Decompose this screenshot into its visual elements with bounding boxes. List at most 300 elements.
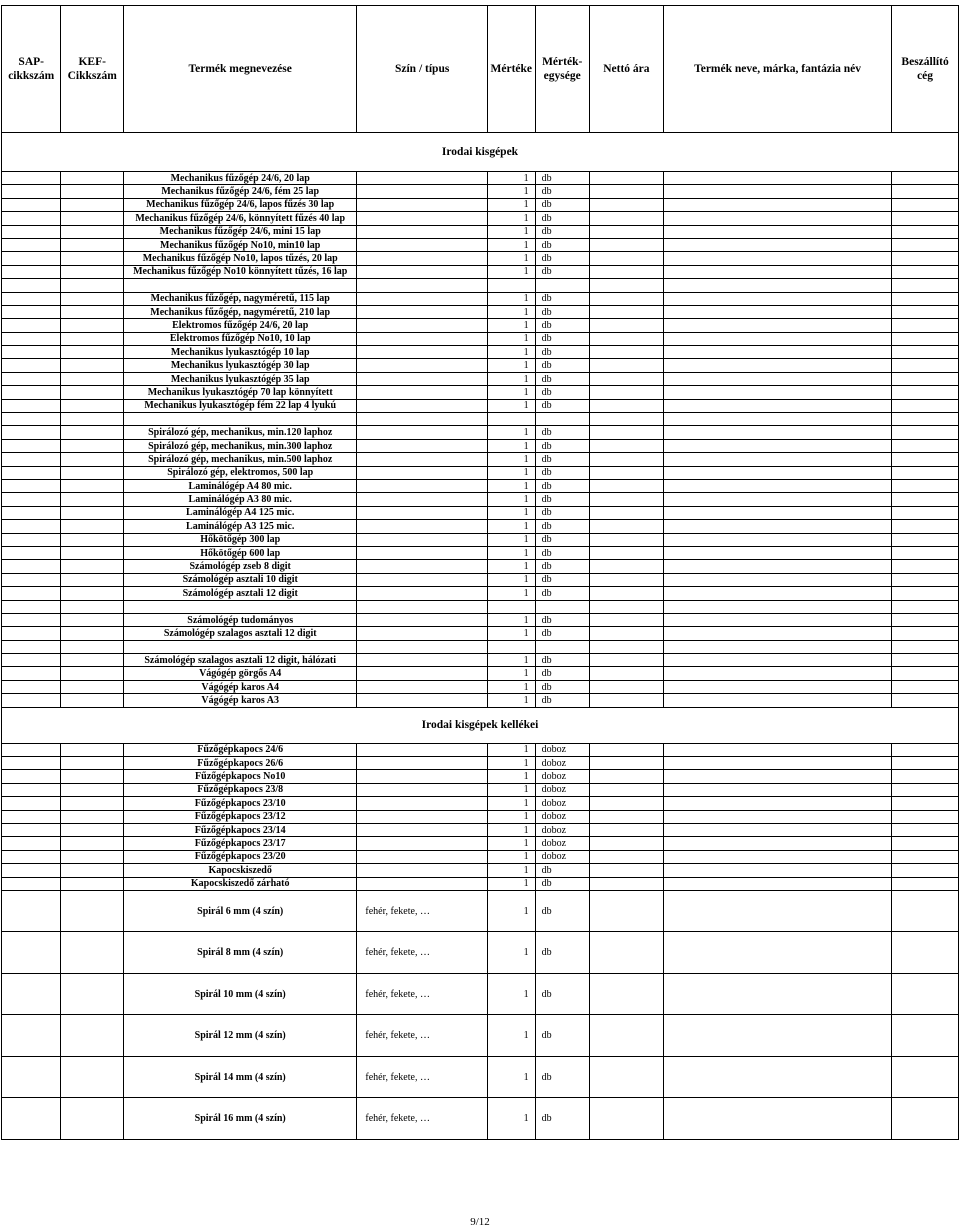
supplier-cell [892,797,959,810]
supplier-cell [892,265,959,278]
table-row [2,413,959,426]
product-name-cell: Fűzőgépkapocs 23/10 [124,797,357,810]
product-name-cell: Spirál 6 mm (4 szín) [124,890,357,932]
product-name-cell: Mechanikus lyukasztógép 35 lap [124,372,357,385]
sap-cell [2,265,61,278]
color-type-cell [357,198,488,211]
sap-cell [2,372,61,385]
table-row [2,185,959,198]
supplier-cell [892,560,959,573]
sap-cell [2,1098,61,1140]
sap-cell [2,757,61,770]
quantity-cell [487,279,535,292]
brand-name-cell [664,466,892,479]
table-row [2,890,959,932]
kef-cell [61,426,124,439]
table-row [2,225,959,238]
kef-cell [61,1015,124,1057]
brand-name-cell [664,506,892,519]
color-type-cell [357,533,488,546]
supplier-cell [892,1015,959,1057]
table-row [2,372,959,385]
table-row [2,1056,959,1098]
quantity-cell: 1 [487,185,535,198]
sap-cell [2,810,61,823]
net-price-cell [589,493,663,506]
supplier-cell [892,413,959,426]
kef-cell [61,225,124,238]
sap-cell [2,279,61,292]
supplier-cell [892,479,959,492]
sap-cell [2,212,61,225]
supplier-cell [892,252,959,265]
quantity-cell: 1 [487,439,535,452]
sap-cell [2,252,61,265]
supplier-cell [892,399,959,412]
product-name-cell: Fűzőgépkapocs 23/20 [124,850,357,863]
table-row [2,757,959,770]
quantity-cell: 1 [487,292,535,305]
sap-cell [2,864,61,877]
quantity-cell: 1 [487,560,535,573]
kef-cell [61,279,124,292]
quantity-cell: 1 [487,238,535,251]
kef-cell [61,319,124,332]
sap-cell [2,694,61,707]
table-row [2,783,959,796]
supplier-cell [892,973,959,1015]
net-price-cell [589,600,663,613]
net-price-cell [589,252,663,265]
sap-cell [2,654,61,667]
table-row [2,654,959,667]
unit-cell: db [535,466,589,479]
supplier-cell [892,212,959,225]
net-price-cell [589,667,663,680]
color-type-cell [357,627,488,640]
kef-cell [61,198,124,211]
supplier-cell [892,238,959,251]
quantity-cell: 1 [487,680,535,693]
sap-cell [2,225,61,238]
net-price-cell [589,265,663,278]
supplier-cell [892,1056,959,1098]
brand-name-cell [664,850,892,863]
brand-name-cell [664,346,892,359]
brand-name-cell [664,627,892,640]
col-header-quantity: Mértéke [487,6,535,133]
color-type-cell [357,520,488,533]
brand-name-cell [664,319,892,332]
unit-cell: db [535,359,589,372]
net-price-cell [589,372,663,385]
product-name-cell: Mechanikus lyukasztógép 70 lap könnyített [124,386,357,399]
net-price-cell [589,225,663,238]
product-name-cell: Kapocskiszedő zárható [124,877,357,890]
sap-cell [2,399,61,412]
sap-cell [2,600,61,613]
color-type-cell [357,810,488,823]
kef-cell [61,533,124,546]
unit-cell: db [535,1056,589,1098]
sap-cell [2,1015,61,1057]
sap-cell [2,386,61,399]
sap-cell [2,466,61,479]
table-row [2,810,959,823]
net-price-cell [589,238,663,251]
net-price-cell [589,640,663,653]
supplier-cell [892,546,959,559]
kef-cell [61,810,124,823]
product-name-cell: Mechanikus fűzőgép No10, min10 lap [124,238,357,251]
product-name-cell: Számológép zseb 8 digit [124,560,357,573]
quantity-cell: 1 [487,850,535,863]
kef-cell [61,743,124,756]
quantity-cell: 1 [487,877,535,890]
color-type-cell: fehér, fekete, … [357,1015,488,1057]
color-type-cell: fehér, fekete, … [357,973,488,1015]
unit-cell: db [535,225,589,238]
brand-name-cell [664,305,892,318]
product-name-cell: Hőkötőgép 300 lap [124,533,357,546]
product-name-cell [124,279,357,292]
supplier-cell [892,640,959,653]
supplier-cell [892,198,959,211]
unit-cell: db [535,172,589,185]
table-row [2,560,959,573]
net-price-cell [589,466,663,479]
unit-cell: db [535,573,589,586]
unit-cell: db [535,386,589,399]
kef-cell [61,890,124,932]
quantity-cell: 1 [487,797,535,810]
unit-cell [535,279,589,292]
table-row [2,399,959,412]
brand-name-cell [664,185,892,198]
table-row [2,172,959,185]
table-row [2,439,959,452]
unit-cell: db [535,520,589,533]
product-name-cell: Elektromos fűzőgép 24/6, 20 lap [124,319,357,332]
quantity-cell: 1 [487,172,535,185]
brand-name-cell [664,1056,892,1098]
supplier-cell [892,877,959,890]
col-header-kef: KEF-Cikkszám [61,6,124,133]
table-row [2,877,959,890]
net-price-cell [589,613,663,626]
unit-cell: db [535,667,589,680]
quantity-cell: 1 [487,810,535,823]
net-price-cell [589,453,663,466]
brand-name-cell [664,823,892,836]
net-price-cell [589,864,663,877]
kef-cell [61,627,124,640]
net-price-cell [589,533,663,546]
supplier-cell [892,890,959,932]
table-row [2,823,959,836]
supplier-cell [892,694,959,707]
supplier-cell [892,627,959,640]
supplier-cell [892,850,959,863]
quantity-cell: 1 [487,399,535,412]
table-row [2,850,959,863]
quantity-cell: 1 [487,346,535,359]
brand-name-cell [664,225,892,238]
sap-cell [2,238,61,251]
quantity-cell: 1 [487,198,535,211]
unit-cell: db [535,506,589,519]
brand-name-cell [664,426,892,439]
net-price-cell [589,783,663,796]
color-type-cell [357,640,488,653]
quantity-cell: 1 [487,546,535,559]
sap-cell [2,877,61,890]
quantity-cell: 1 [487,573,535,586]
sap-cell [2,587,61,600]
quantity-cell: 1 [487,1056,535,1098]
net-price-cell [589,890,663,932]
kef-cell [61,823,124,836]
supplier-cell [892,185,959,198]
sap-cell [2,506,61,519]
kef-cell [61,973,124,1015]
net-price-cell [589,680,663,693]
product-name-cell: Mechanikus lyukasztógép fém 22 lap 4 lyukú [124,399,357,412]
quantity-cell: 1 [487,587,535,600]
unit-cell: doboz [535,823,589,836]
net-price-cell [589,479,663,492]
table-row [2,212,959,225]
col-header-color-type: Szín / típus [357,6,488,133]
table-row [2,694,959,707]
table-row [2,573,959,586]
sap-cell [2,533,61,546]
supplier-cell [892,332,959,345]
quantity-cell: 1 [487,757,535,770]
sap-cell [2,743,61,756]
net-price-cell [589,506,663,519]
brand-name-cell [664,520,892,533]
unit-cell: db [535,346,589,359]
unit-cell: db [535,613,589,626]
unit-cell: db [535,546,589,559]
unit-cell: db [535,694,589,707]
product-name-cell: Mechanikus fűzőgép 24/6, könnyített fűzés 40 lap [124,212,357,225]
color-type-cell [357,359,488,372]
net-price-cell [589,520,663,533]
product-name-cell: Hőkötőgép 600 lap [124,546,357,559]
supplier-cell [892,864,959,877]
sap-cell [2,797,61,810]
net-price-cell [589,757,663,770]
supplier-cell [892,573,959,586]
product-name-cell: Laminálógép A3 80 mic. [124,493,357,506]
table-row [2,837,959,850]
brand-name-cell [664,372,892,385]
table-row [2,479,959,492]
unit-cell: doboz [535,743,589,756]
supplier-cell [892,823,959,836]
brand-name-cell [664,386,892,399]
brand-name-cell [664,877,892,890]
table-row [2,520,959,533]
supplier-cell [892,613,959,626]
kef-cell [61,439,124,452]
sap-cell [2,439,61,452]
net-price-cell [589,386,663,399]
color-type-cell [357,877,488,890]
color-type-cell [357,587,488,600]
unit-cell: doboz [535,797,589,810]
quantity-cell: 1 [487,667,535,680]
kef-cell [61,292,124,305]
unit-cell: db [535,560,589,573]
table-row [2,198,959,211]
unit-cell: db [535,533,589,546]
brand-name-cell [664,479,892,492]
product-name-cell [124,600,357,613]
product-name-cell: Vágógép karos A3 [124,694,357,707]
table-row [2,864,959,877]
net-price-cell [589,837,663,850]
sap-cell [2,823,61,836]
quantity-cell: 1 [487,453,535,466]
product-name-cell: Spirálozó gép, elektromos, 500 lap [124,466,357,479]
kef-cell [61,185,124,198]
kef-cell [61,837,124,850]
sap-cell [2,640,61,653]
net-price-cell [589,292,663,305]
table-row [2,600,959,613]
quantity-cell: 1 [487,770,535,783]
sap-cell [2,837,61,850]
color-type-cell [357,546,488,559]
brand-name-cell [664,439,892,452]
supplier-cell [892,279,959,292]
brand-name-cell [664,359,892,372]
kef-cell [61,797,124,810]
product-name-cell: Mechanikus lyukasztógép 10 lap [124,346,357,359]
product-name-cell: Fűzőgépkapocs 23/8 [124,783,357,796]
color-type-cell [357,823,488,836]
table-row [2,973,959,1015]
color-type-cell [357,506,488,519]
brand-name-cell [664,810,892,823]
product-name-cell: Laminálógép A4 80 mic. [124,479,357,492]
brand-name-cell [664,837,892,850]
quantity-cell: 1 [487,1015,535,1057]
net-price-cell [589,279,663,292]
supplier-cell [892,783,959,796]
color-type-cell [357,305,488,318]
quantity-cell: 1 [487,212,535,225]
color-type-cell [357,613,488,626]
unit-cell: db [535,493,589,506]
product-name-cell: Mechanikus lyukasztógép 30 lap [124,359,357,372]
quantity-cell: 1 [487,864,535,877]
color-type-cell [357,864,488,877]
color-type-cell: fehér, fekete, … [357,1098,488,1140]
net-price-cell [589,932,663,974]
section-header-row [2,707,959,743]
color-type-cell [357,479,488,492]
brand-name-cell [664,757,892,770]
sap-cell [2,305,61,318]
color-type-cell: fehér, fekete, … [357,932,488,974]
sap-cell [2,426,61,439]
kef-cell [61,506,124,519]
kef-cell [61,372,124,385]
quantity-cell: 1 [487,932,535,974]
col-header-unit: Mérték-egysége [535,6,589,133]
table-row [2,506,959,519]
header-row [2,6,959,133]
kef-cell [61,850,124,863]
brand-name-cell [664,453,892,466]
table-row [2,386,959,399]
color-type-cell [357,694,488,707]
quantity-cell: 1 [487,520,535,533]
kef-cell [61,1056,124,1098]
supplier-cell [892,770,959,783]
supplier-cell [892,346,959,359]
brand-name-cell [664,238,892,251]
color-type-cell [357,783,488,796]
color-type-cell [357,757,488,770]
net-price-cell [589,332,663,345]
supplier-cell [892,680,959,693]
unit-cell: doboz [535,757,589,770]
table-row [2,797,959,810]
quantity-cell: 1 [487,372,535,385]
product-name-cell: Spirálozó gép, mechanikus, min.500 laphoz [124,453,357,466]
unit-cell: db [535,932,589,974]
table-row [2,587,959,600]
kef-cell [61,413,124,426]
sap-cell [2,680,61,693]
quantity-cell: 1 [487,783,535,796]
table-row [2,1098,959,1140]
sap-cell [2,546,61,559]
product-name-cell: Mechanikus fűzőgép 24/6, lapos fűzés 30 lap [124,198,357,211]
sap-cell [2,292,61,305]
unit-cell: db [535,426,589,439]
quantity-cell: 1 [487,426,535,439]
sap-cell [2,479,61,492]
net-price-cell [589,346,663,359]
table-row [2,680,959,693]
unit-cell: db [535,185,589,198]
quantity-cell: 1 [487,332,535,345]
brand-name-cell [664,198,892,211]
color-type-cell [357,667,488,680]
brand-name-cell [664,864,892,877]
product-name-cell: Spirál 14 mm (4 szín) [124,1056,357,1098]
table-row [2,493,959,506]
net-price-cell [589,212,663,225]
sap-cell [2,890,61,932]
color-type-cell [357,252,488,265]
kef-cell [61,783,124,796]
product-name-cell: Mechanikus fűzőgép, nagyméretű, 210 lap [124,305,357,318]
quantity-cell: 1 [487,479,535,492]
kef-cell [61,600,124,613]
supplier-cell [892,453,959,466]
table-row [2,292,959,305]
quantity-cell: 1 [487,386,535,399]
supplier-cell [892,292,959,305]
table-row [2,533,959,546]
